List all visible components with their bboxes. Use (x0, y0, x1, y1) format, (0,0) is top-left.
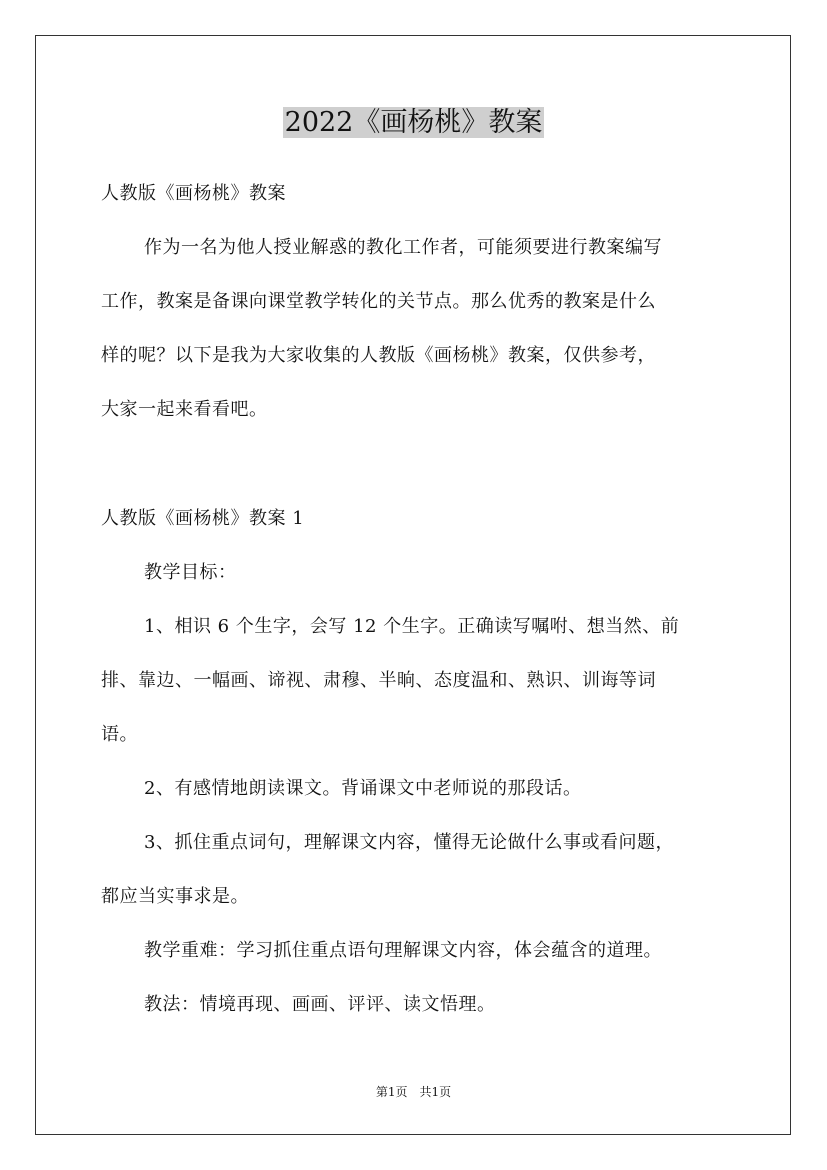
intro-line: 工作，教案是备课向课堂教学转化的关节点。那么优秀的教案是什么 (101, 291, 656, 312)
objective-1-line: 语。 (101, 724, 138, 745)
key-difficulty: 教学重难：学习抓住重点语句理解课文内容，体会蕴含的道理。 (144, 940, 662, 961)
intro-line: 作为一名为他人授业解惑的教化工作者，可能须要进行教案编写 (144, 237, 662, 258)
objectives-label: 教学目标： (144, 562, 237, 583)
section-heading: 人教版《画杨桃》教案 1 (101, 508, 305, 529)
page-footer: 第1页 共1页 (375, 1085, 452, 1099)
intro-line: 大家一起来看看吧。 (101, 399, 268, 420)
objective-1-line: 1、相识 6 个生字，会写 12 个生字。正确读写嘱咐、想当然、前 (144, 616, 680, 637)
teaching-methods: 教法：情境再现、画画、评评、读文悟理。 (144, 994, 496, 1015)
subtitle: 人教版《画杨桃》教案 (101, 183, 286, 204)
objective-3-line: 3、抓住重点词句，理解课文内容，懂得无论做什么事或看问题， (144, 832, 674, 853)
objective-2: 2、有感情地朗读课文。背诵课文中老师说的那段话。 (144, 778, 582, 799)
document-title: 2022《画杨桃》教案 (284, 107, 543, 138)
objective-1-line: 排、靠边、一幅画、谛视、肃穆、半晌、态度温和、熟识、训诲等词 (101, 670, 656, 691)
intro-line: 样的呢？以下是我为大家收集的人教版《画杨桃》教案，仅供参考， (101, 345, 656, 366)
objective-3-line: 都应当实事求是。 (101, 886, 249, 907)
